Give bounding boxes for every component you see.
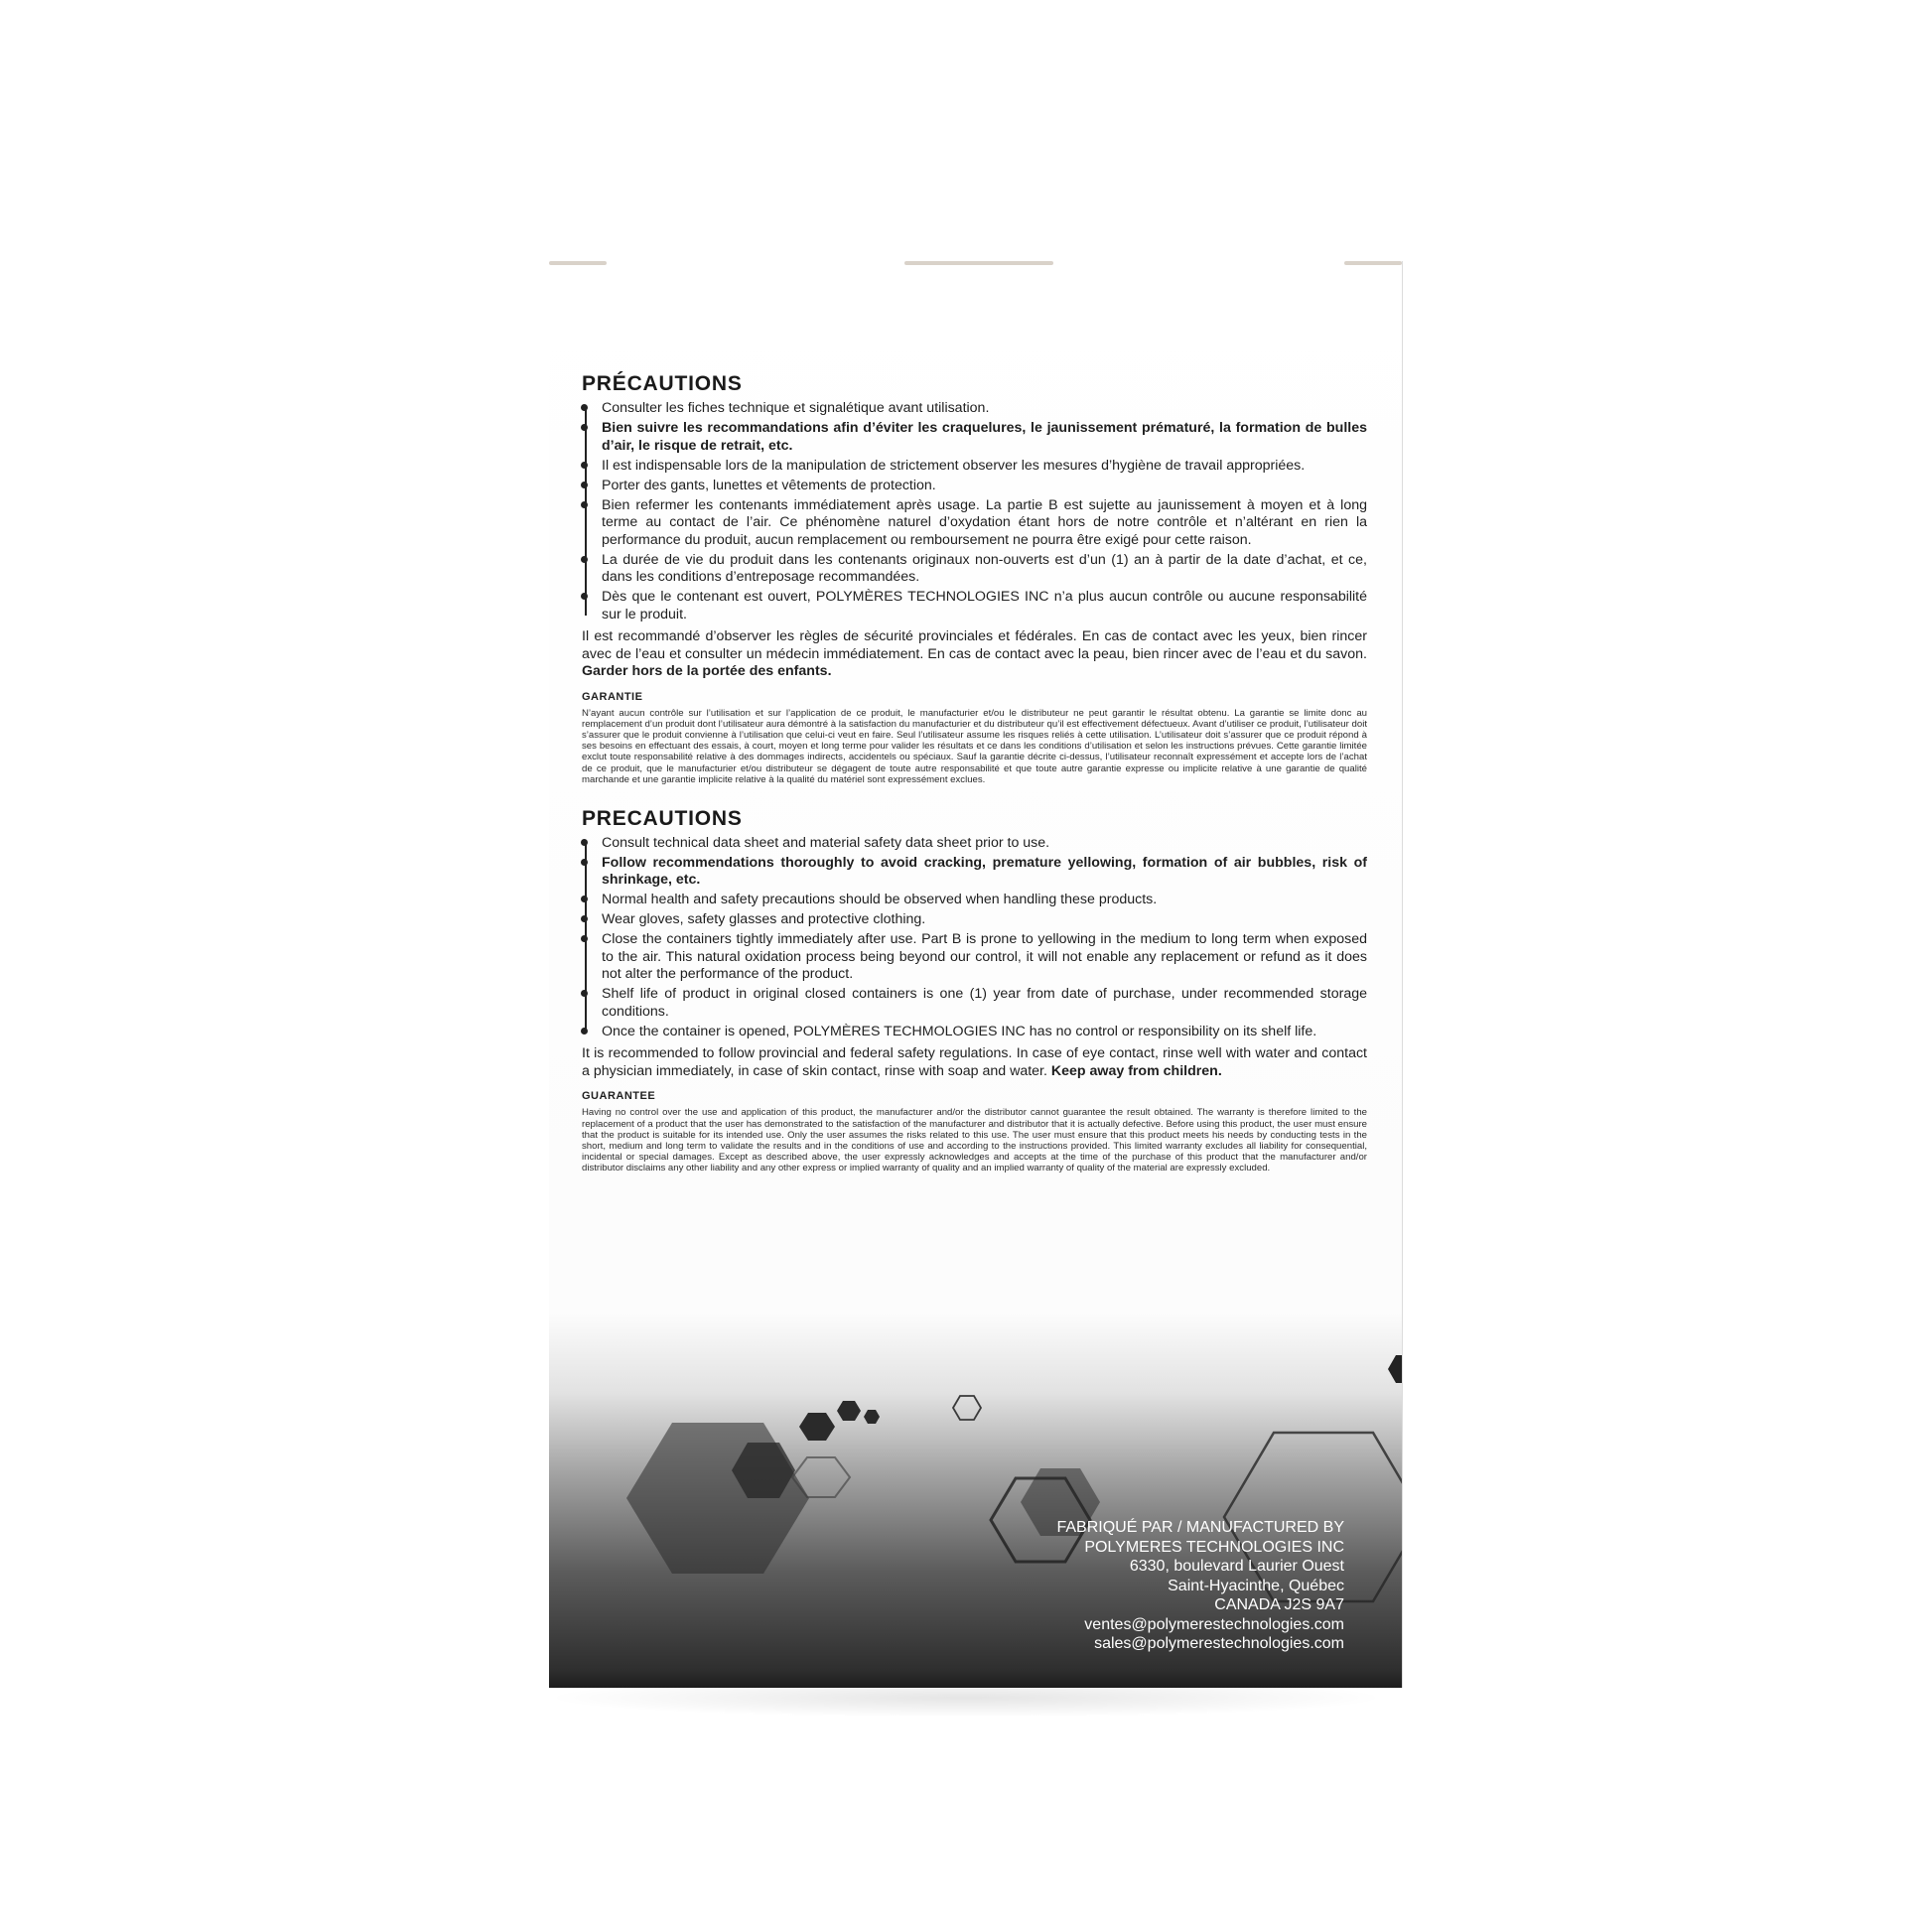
- label-content: [582, 372, 1367, 1174]
- product-box-back: [549, 261, 1403, 1688]
- fr-safety-warning: Garder hors de la portée des enfants.: [582, 663, 832, 679]
- list-item: Normal health and safety precautions should be observed when handling these products.: [602, 892, 1367, 909]
- en-guarantee-title: GUARANTEE: [582, 1090, 656, 1103]
- hexagon-edge: [1388, 1355, 1402, 1383]
- en-safety-warning: Keep away from children.: [1050, 1062, 1222, 1079]
- en-precautions-title: PRECAUTIONS: [582, 806, 743, 830]
- hexagon-small-2: [837, 1401, 861, 1421]
- manufacturer-address: [1056, 1518, 1344, 1654]
- hexagon-small-3: [864, 1410, 880, 1424]
- list-item: Porter des gants, lunettes et vêtements de protection.: [602, 478, 1367, 495]
- fr-guarantee-text: N’ayant aucun contrôle sur l’utilisation et sur l’application de ce produit, le manufacturier et/ou le distributeur ne peut garantir le résultat obtenu. La garantie se limite donc au remplacement d’un produit dont l’utilisateur aura démontré à la satisfaction du manufacturier et du distributeur qu’il est effectivement défectueux. Avant d’utiliser ce produit, l’utilisateur doit s’assurer que le produit convienne à l’utilisation que celui-ci veut en faire. Seul l’utilisateur assume les risques reliés à cette utilisation. L’utilisateur doit s’assurer que ce produit répond à ses besoins en effectuant des essais, à court, moyen et long terme pour valider les résultats et ce dans les conditions d’utilisation et selon les instructions prévues. Cette garantie limitée exclut toute responsabilité relative à des dommages indirects, accidentels ou spéciaux. Sauf la garantie décrite ci-dessus, l’utilisateur reconnaît expressément et accepte lors de l’achat de ce produit, que le manufacturier et/ou distributeur se dégagent de toute autre responsabilité et que toute autre garantie expresse ou implicite relative à une garantie de qualité marchande et une garantie implicite relative à la qualité du matériel sont expressément exclues.: [582, 707, 1367, 785]
- list-item: Shelf life of product in original closed containers is one (1) year from date of purchase, under recommended storage conditions.: [602, 986, 1367, 1020]
- list-item: Consult technical data sheet and material safety data sheet prior to use.: [602, 835, 1367, 853]
- manufacturer-company: POLYMERES TECHNOLOGIES INC: [1084, 1538, 1344, 1556]
- list-item: Dès que le contenant est ouvert, POLYMÈRES TECHNOLOGIES INC n’a plus aucun contrôle ou aucune responsabilité sur le produit.: [602, 589, 1367, 622]
- fr-safety-note: [582, 628, 1367, 681]
- en-guarantee-text: Having no control over the use and application of this product, the manufacturer and/or the distributor cannot guarantee the result obtained. The warranty is therefore limited to the replacement of a product that the user has demonstrated to the satisfaction of the manufacturer and distributor that it is actually defective. Before using this product, the user must ensure that the product is suitable for its intended use. Only the user assumes the risks related to this use. The user must ensure that this product meets his needs by conducting tests in the short, medium and long term to validate the results and in the conditions of use and according to the instructions provided. This limited warranty excludes all liability for consequential, incidental or special damages. Except as described above, the user expressly acknowledges and accepts at the time of the purchase of this product that the manufacturer and/or distributor disclaims any other liability and any other express or implied warranty of quality and an implied warranty of quality of the material are expressly excluded.: [582, 1107, 1367, 1174]
- list-item: La durée de vie du produit dans les contenants originaux non-ouverts est d’un (1) an à partir de la date d’achat, et ce, dans les conditions d’entreposage recommandées.: [602, 551, 1367, 585]
- hexagon-outline-tiny: [953, 1396, 981, 1420]
- hexagon-small-1: [799, 1413, 835, 1441]
- list-item: Close the containers tightly immediately after use. Part B is prone to yellowing in the medium to long term when exposed to the air. This natural oxidation process being beyond our control, it will not enable any replacement or refund as it does not alter the performance of the product.: [602, 931, 1367, 983]
- list-item: Follow recommendations thoroughly to avoid cracking, premature yellowing, formation of air bubbles, risk of shrinkage, etc.: [602, 854, 1367, 889]
- manufacturer-street: 6330, boulevard Laurier Ouest: [1129, 1558, 1344, 1575]
- en-safety-note: [582, 1045, 1367, 1080]
- fr-precautions-list: [582, 400, 1367, 623]
- fr-precautions-title: PRÉCAUTIONS: [582, 372, 743, 395]
- list-item: Wear gloves, safety glasses and protective clothing.: [602, 911, 1367, 929]
- manufacturer-heading: FABRIQUÉ PAR / MANUFACTURED BY: [1056, 1519, 1344, 1536]
- en-precautions-list: [582, 835, 1367, 1041]
- manufacturer-city: Saint-Hyacinthe, Québec: [1168, 1577, 1344, 1594]
- list-item: Bien suivre les recommandations afin d’éviter les craquelures, le jaunissement prématuré, la formation de bulles d’air, le risque de retrait, etc.: [602, 420, 1367, 454]
- manufacturer-country-postal: CANADA J2S 9A7: [1214, 1596, 1344, 1613]
- list-item: Once the container is opened, POLYMÈRES TECHMOLOGIES INC has no control or responsibility on its shelf life.: [602, 1024, 1367, 1041]
- list-item: Il est indispensable lors de la manipulation de strictement observer les mesures d’hygiène de travail appropriées.: [602, 458, 1367, 476]
- fr-safety-text: Il est recommandé d’observer les règles de sécurité provinciales et fédérales. En cas de contact avec les yeux, bien rincer avec de l’eau et consulter un médecin immédiatement. En cas de contact avec la peau, bien rincer avec de l’eau et du savon.: [582, 628, 1367, 662]
- en-safety-text: It is recommended to follow provincial and federal safety regulations. In case of eye contact, rinse well with water and contact a physician immediately, in case of skin contact, rinse with soap and water.: [582, 1045, 1367, 1079]
- hexagon-large-left: [626, 1423, 809, 1574]
- fr-guarantee-title: GARANTIE: [582, 690, 643, 703]
- list-item: Bien refermer les contenants immédiatement après usage. La partie B est sujette au jaunissement à moyen et à long terme au contact de l’air. Ce phénomène naturel d’oxydation étant hors de notre contrôle et n’altérant en rien la performance du produit, aucun remplacement ou remboursement ne pourra être exigé pour cette raison.: [602, 496, 1367, 548]
- list-item: Consulter les fiches technique et signalétique avant utilisation.: [602, 400, 1367, 418]
- manufacturer-email-en: sales@polymerestechnologies.com: [1094, 1635, 1344, 1652]
- manufacturer-email-fr: ventes@polymerestechnologies.com: [1084, 1615, 1344, 1633]
